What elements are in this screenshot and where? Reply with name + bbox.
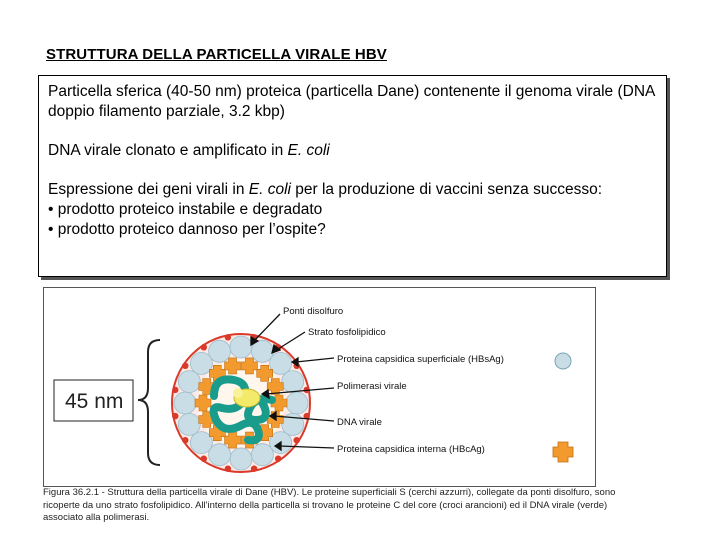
size-label: 45 nm bbox=[65, 390, 124, 413]
arrow-superficiale bbox=[296, 358, 334, 362]
surface-protein bbox=[286, 392, 308, 414]
paragraph-particle: Particella sferica (40-50 nm) proteica (particella Dane) contenente il genoma virale (DNA doppio filamento parziale, 3.2 kbp) bbox=[48, 83, 655, 120]
label-dna-virale: DNA virale bbox=[337, 417, 382, 428]
disulfide-bridge bbox=[201, 456, 207, 462]
virus-diagram-figure bbox=[43, 287, 596, 487]
virus-particle bbox=[172, 334, 310, 472]
label-proteina-superficiale: Proteina capsidica superficiale (HBsAg) bbox=[337, 354, 504, 365]
label-strato-fosfolipidico: Strato fosfolipidico bbox=[308, 327, 386, 338]
surface-protein bbox=[282, 371, 304, 393]
polymerase-highlight bbox=[233, 388, 243, 398]
surface-protein bbox=[178, 413, 200, 435]
disulfide-bridge bbox=[182, 437, 188, 443]
surface-protein bbox=[230, 336, 252, 358]
label-polimerasi: Polimerasi virale bbox=[337, 381, 407, 392]
expression-text: Espressione dei geni virali in bbox=[48, 181, 249, 198]
disulfide-bridge bbox=[225, 466, 231, 472]
cloning-text: DNA virale clonato e amplificato in bbox=[48, 142, 288, 159]
disulfide-bridge bbox=[275, 456, 281, 462]
virus-diagram bbox=[44, 288, 595, 486]
disulfide-bridge bbox=[182, 363, 188, 369]
surface-protein bbox=[251, 444, 273, 466]
bullet-harmful: • prodotto proteico dannoso per l’ospite? bbox=[48, 221, 326, 238]
figure-caption: Figura 36.2.1 - Struttura della particella virale di Dane (HBV). Le proteine superficiali S (cerchi azzurri), collegate da ponti disolfuro, sono ricoperte da uno strato fosfolipidico. All'interno della particella si trovano le proteine C del core (croci arancioni) ed il DNA virale (verde) associato alla polimerasi. bbox=[43, 487, 616, 523]
summary-box bbox=[38, 75, 667, 277]
surface-protein bbox=[230, 448, 252, 470]
surface-protein bbox=[209, 340, 231, 362]
disulfide-bridge bbox=[294, 437, 300, 443]
arrow-ponti bbox=[253, 314, 280, 342]
label-ponti-disolfuro: Ponti disolfuro bbox=[283, 306, 344, 317]
disulfide-bridge bbox=[172, 387, 178, 393]
disulfide-bridge bbox=[251, 466, 257, 472]
label-proteina-interna: Proteina capsidica interna (HBcAg) bbox=[337, 444, 485, 455]
legend-surface-protein-icon bbox=[555, 353, 571, 369]
size-brace bbox=[138, 340, 160, 465]
slide-title: STRUTTURA DELLA PARTICELLA VIRALE HBV bbox=[46, 46, 387, 63]
disulfide-bridge bbox=[172, 413, 178, 419]
ecoli-term: E. coli bbox=[287, 142, 330, 159]
surface-protein bbox=[174, 392, 196, 414]
disulfide-bridge bbox=[201, 344, 207, 350]
expression-text-end: per la produzione di vaccini senza successo: bbox=[290, 181, 602, 198]
arrow-strato bbox=[275, 332, 305, 351]
legend-core-protein-icon bbox=[553, 442, 573, 462]
ecoli-term: E. coli bbox=[248, 181, 291, 198]
paragraph-cloning bbox=[48, 141, 658, 161]
bullet-unstable: • prodotto proteico instabile e degradato bbox=[48, 201, 323, 218]
paragraph-expression bbox=[48, 180, 658, 200]
disulfide-bridge bbox=[225, 334, 231, 340]
